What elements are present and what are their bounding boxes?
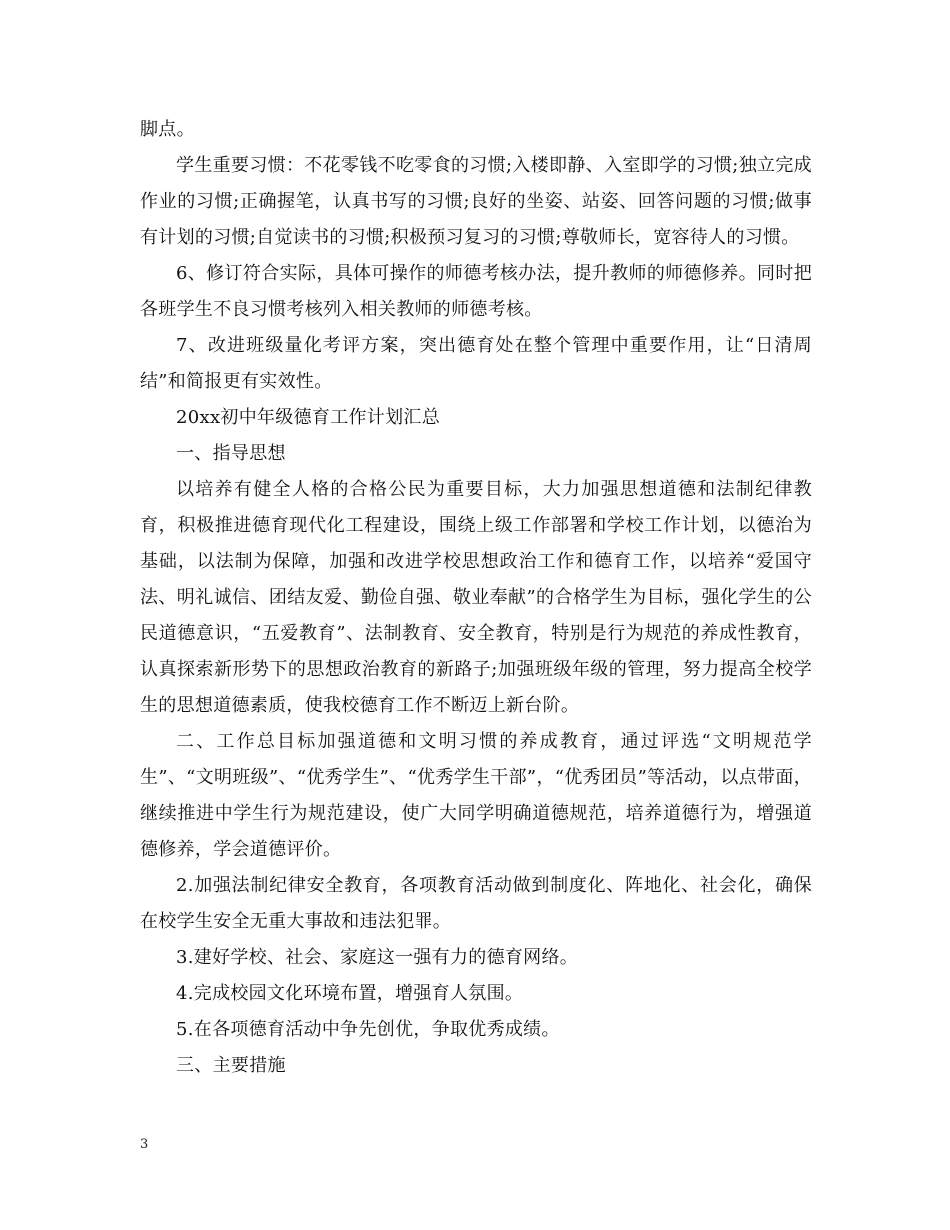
- heading-guiding-thought: 一、指导思想: [176, 443, 286, 464]
- section-title: 20xx初中年级德育工作计划汇总: [176, 407, 441, 428]
- paragraph-2: 学生重要习惯：不花零钱不吃零食的习惯;入楼即静、入室即学的习惯;独立完成作业的习惯;正确握笔，认真书写的习惯;良好的坐姿、站姿、回答问题的习惯;做事有计划的习惯;自觉读书的习惯;积极预习复习的习惯;尊敬师长，宽容待人的习惯。: [140, 155, 812, 248]
- goal-item-2: 2.加强法制纪律安全教育，各项教育活动做到制度化、阵地化、社会化，确保在校学生安全无重大事故和违法犯罪。: [140, 875, 812, 932]
- paragraph-3: 6、修订符合实际，具体可操作的师德考核办法，提升教师的师德修养。同时把各班学生不良习惯考核列入相关教师的师德考核。: [140, 263, 812, 320]
- document-body: [140, 112, 812, 1084]
- goal-item-4: 4.完成校园文化环境布置，增强育人氛围。: [176, 983, 524, 1004]
- paragraph-guiding-thought: 以培养有健全人格的合格公民为重要目标，大力加强思想道德和法制纪律教育，积极推进德育现代化工程建设，围绕上级工作部署和学校工作计划，以德治为基础，以法制为保障，加强和改进学校思想政治工作和德育工作，以培养“爱国守法、明礼诚信、团结友爱、勤俭自强、敬业奉献”的合格学生为目标，强化学生的公民道德意识，“五爱教育”、法制教育、安全教育，特别是行为规范的养成性教育，认真探索新形势下的思想政治教育的新路子;加强班级年级的管理，努力提高全校学生的思想道德素质，使我校德育工作不断迈上新台阶。: [140, 479, 812, 716]
- paragraph-4: 7、改进班级量化考评方案，突出德育处在整个管理中重要作用，让“日清周结”和简报更有实效性。: [140, 335, 812, 392]
- page-number: 3: [140, 1137, 149, 1152]
- goal-item-5: 5.在各项德育活动中争先创优，争取优秀成绩。: [176, 1019, 560, 1040]
- paragraph-1: 脚点。: [140, 119, 195, 140]
- goal-item-3: 3.建好学校、社会、家庭这一强有力的德育网络。: [176, 947, 579, 968]
- paragraph-overall-goal: 二、工作总目标加强道德和文明习惯的养成教育，通过评选“文明规范学生”、“文明班级”、“优秀学生”、“优秀学生干部”，“优秀团员”等活动，以点带面，继续推进中学生行为规范建设，使广大同学明确道德规范，培养道德行为，增强道德修养，学会道德评价。: [140, 731, 812, 860]
- heading-main-measures: 三、主要措施: [176, 1055, 286, 1076]
